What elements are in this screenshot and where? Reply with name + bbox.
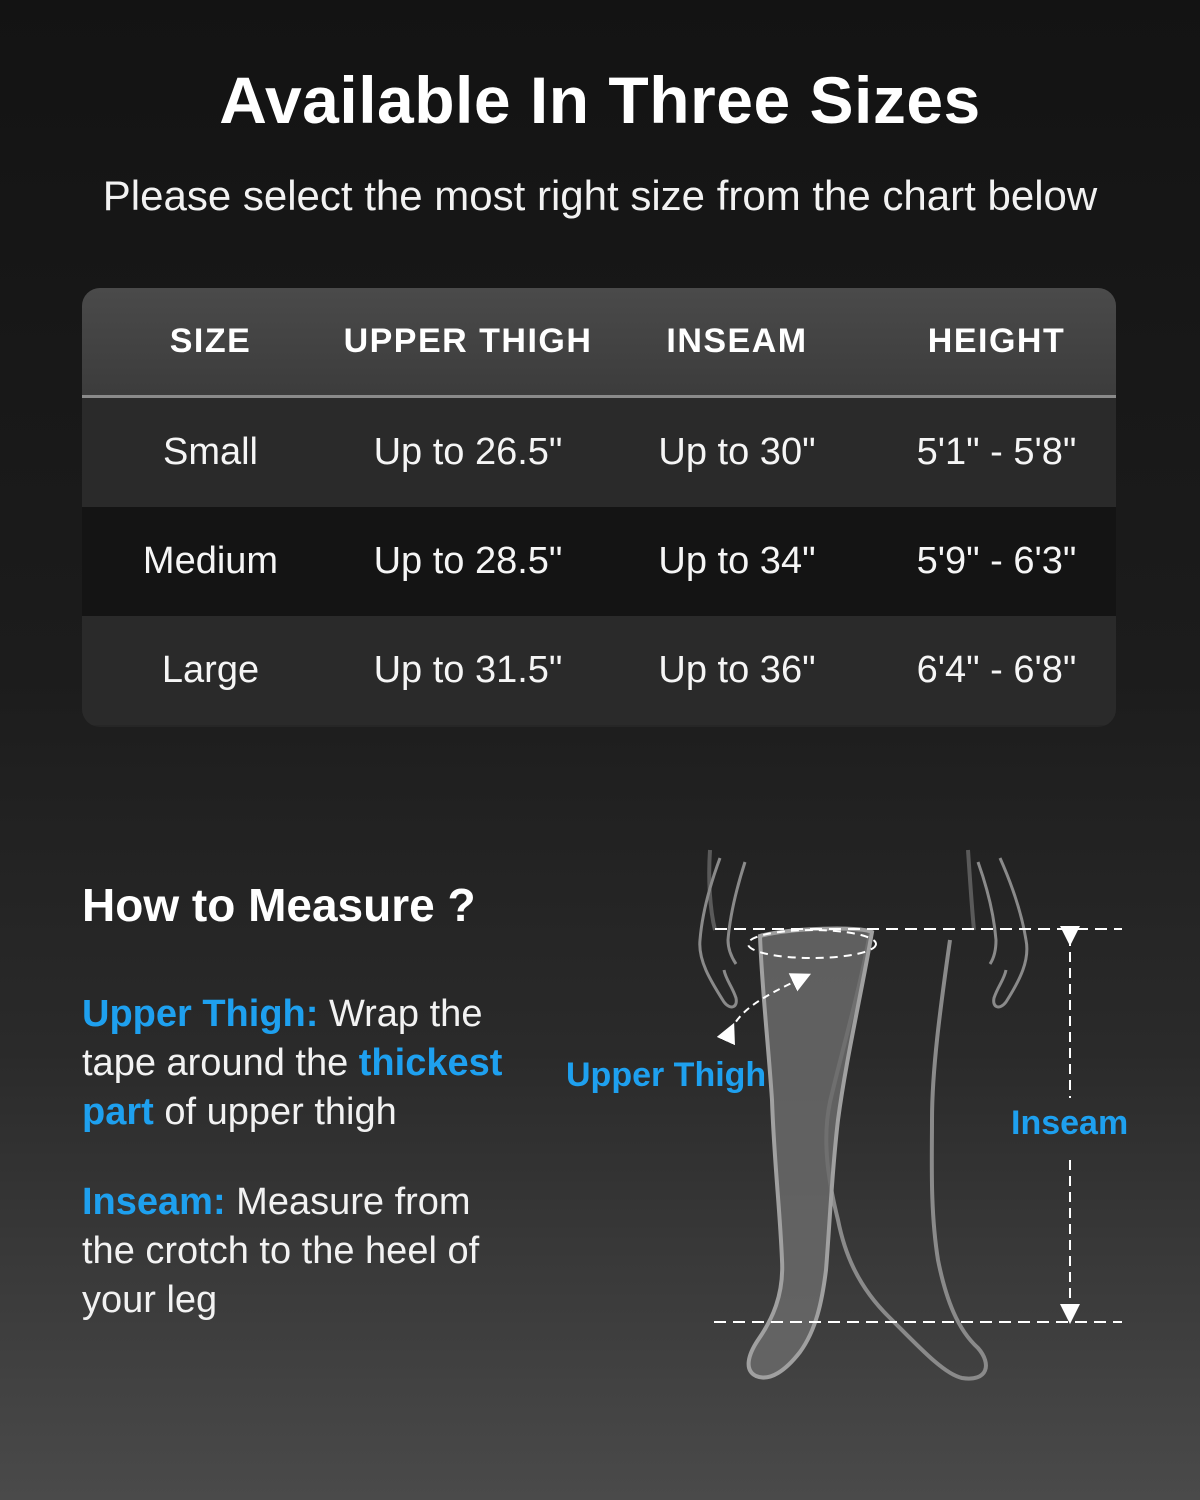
- column-header-size: SIZE: [169, 322, 252, 360]
- inseam-text: Measure from the crotch to the heel of your leg: [82, 1181, 480, 1321]
- thickest-part-highlight: thickest part: [82, 1042, 503, 1133]
- upper-thigh-cell: Up to 26.5": [373, 431, 563, 473]
- height-cell: 5'9" - 6'3": [916, 540, 1077, 582]
- inseam-cell: Up to 36": [658, 649, 816, 691]
- column-header-inseam: INSEAM: [666, 322, 808, 360]
- upper-thigh-term: Upper Thigh:: [82, 993, 319, 1035]
- inseam-term: Inseam:: [82, 1181, 226, 1223]
- how-to-measure-heading: How to Measure ?: [82, 879, 476, 931]
- table-row-small: [82, 398, 1116, 507]
- table-row-medium: [82, 507, 1116, 616]
- inseam-cell: Up to 34": [658, 540, 816, 582]
- upper-thigh-instruction: [82, 990, 532, 1137]
- table-header-row: [82, 288, 1116, 398]
- height-cell: 5'1" - 5'8": [916, 431, 1077, 473]
- inseam-cell: Up to 30": [658, 431, 816, 473]
- size-cell: Large: [161, 649, 260, 691]
- upper-thigh-text-1: Wrap the tape around the: [82, 993, 483, 1084]
- size-cell: Small: [162, 431, 259, 473]
- inseam-figure-label: Inseam: [1011, 1104, 1129, 1142]
- table-row-large: [82, 616, 1116, 725]
- size-chart-table: [82, 288, 1116, 727]
- upper-thigh-cell: Up to 28.5": [373, 540, 563, 582]
- column-header-upper-thigh: UPPER THIGH: [343, 322, 593, 360]
- left-arm-outline: [700, 858, 737, 1007]
- right-arm-inner: [978, 862, 996, 964]
- upper-thigh-figure-label: Upper Thigh: [566, 1056, 767, 1094]
- inseam-instruction: [82, 1178, 532, 1325]
- left-arm-inner: [728, 862, 745, 964]
- torso-right-outline: [968, 850, 974, 930]
- upper-thigh-text-2: of upper thigh: [153, 1091, 397, 1133]
- size-cell: Medium: [142, 540, 279, 582]
- page-title: Available In Three Sizes: [219, 63, 981, 137]
- leg-measurement-figure: [560, 840, 1160, 1400]
- height-cell: 6'4" - 6'8": [916, 649, 1077, 691]
- right-arm-outline: [994, 858, 1027, 1007]
- column-header-height: HEIGHT: [927, 322, 1066, 360]
- page-subtitle: Please select the most right size from the chart below: [102, 172, 1098, 219]
- upper-thigh-cell: Up to 31.5": [373, 649, 563, 691]
